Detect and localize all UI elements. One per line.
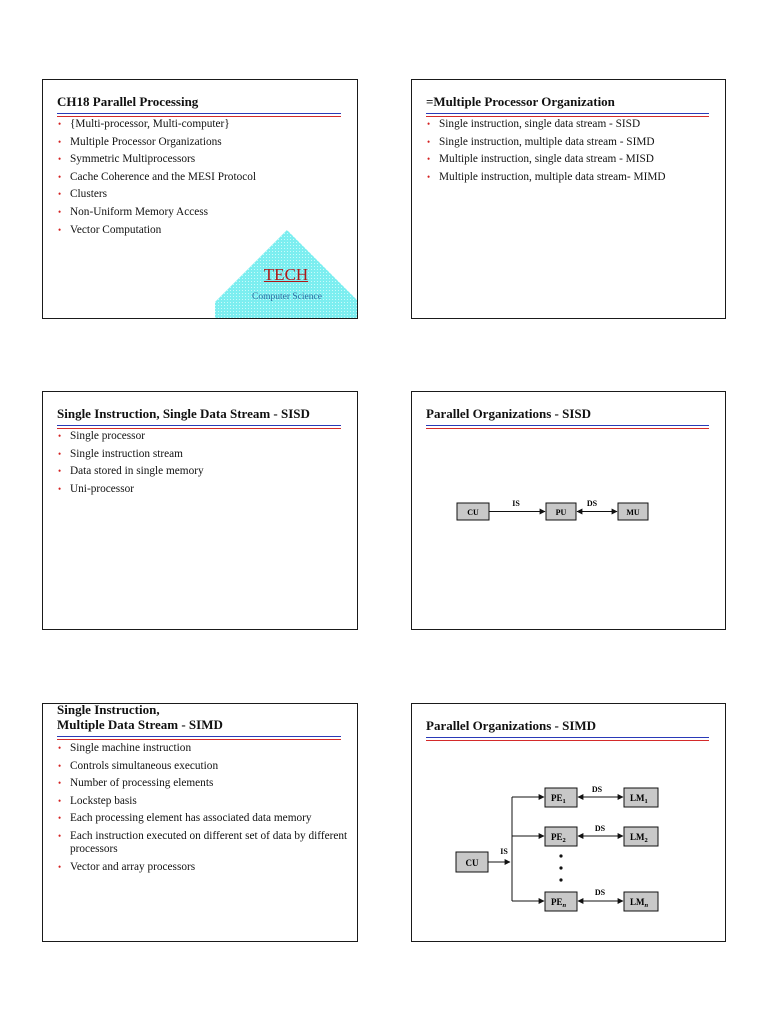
lm1-label: $LM_1$ — [630, 793, 648, 805]
bullet-item: • Single machine instruction — [58, 742, 192, 754]
bullet-icon: • — [427, 154, 431, 165]
bullet-icon: • — [58, 136, 62, 147]
bullet-icon: • — [58, 778, 62, 789]
bullet-list — [426, 118, 717, 188]
bullet-item: • Uni-processor — [58, 482, 134, 495]
bullet-item: • Single instruction, multiple data stream - SIMD — [427, 135, 655, 148]
bullet-item: • Single instruction, single data stream - SISD — [427, 118, 641, 130]
bullet-item: • {Multi-processor, Multi-computer} — [58, 118, 230, 130]
ds1-label: DS — [591, 785, 603, 794]
bullet-item: • Each instruction executed on different set of data by different processors — [58, 829, 348, 855]
bullet-icon: • — [58, 431, 62, 441]
bullet-item: • Single instruction stream — [58, 447, 183, 460]
lm2-label: $LM_2$ — [630, 832, 648, 844]
slide-title: CH18 Parallel Processing — [57, 94, 199, 109]
lmn-label: $LM_n$ — [630, 897, 649, 909]
bullet-icon: • — [58, 830, 62, 841]
bullet-icon: • — [58, 154, 62, 165]
bullet-icon: • — [58, 206, 62, 217]
ds2-label: DS — [594, 824, 606, 833]
bullet-icon: • — [58, 483, 62, 494]
bullet-item: • Data stored in single memory — [58, 465, 204, 478]
ellipsis-dot — [559, 866, 562, 869]
is-label: IS — [512, 499, 520, 508]
slide-parallel-organizations-sisd — [411, 391, 726, 630]
title-underline — [57, 736, 341, 741]
bullet-item: • Multiple instruction, single data stream - MISD — [427, 153, 654, 166]
bullet-icon: • — [58, 189, 62, 200]
logo-subtitle: Computer Science — [252, 292, 322, 302]
bullet-item: • Lockstep basis — [58, 794, 137, 807]
mu-label: MU — [626, 508, 640, 517]
bullet-icon: • — [427, 136, 431, 147]
slide-title: Parallel Organizations - SISD — [426, 406, 592, 421]
sisd-diagram — [412, 392, 726, 630]
bullet-item: • Vector Computation — [58, 223, 162, 236]
pen-label: $PE_n$ — [551, 897, 567, 909]
pe1-label: $PE_1$ — [551, 793, 566, 805]
bullet-item: • Controls simultaneous execution — [58, 759, 219, 772]
bullet-item: • Symmetric Multiprocessors — [58, 153, 196, 166]
slide-title: Parallel Organizations - SIMD — [426, 718, 597, 733]
bullet-icon: • — [427, 171, 431, 182]
slide-sisd — [42, 391, 358, 630]
bullet-item: • Each processing element has associated data memory — [58, 812, 312, 825]
slide-title-line-1: Single Instruction, — [57, 703, 160, 717]
bullet-icon: • — [58, 795, 62, 806]
ellipsis-dot — [559, 854, 562, 857]
slide-simd — [42, 703, 358, 942]
cu-label: CU — [467, 508, 479, 517]
slide-title: =Multiple Processor Organization — [426, 94, 615, 109]
bullet-item: • Clusters — [58, 188, 108, 201]
bullet-icon: • — [58, 861, 62, 872]
slide-multiple-processor-organization — [411, 79, 726, 319]
slide-title — [57, 703, 351, 732]
bullet-icon: • — [427, 119, 431, 129]
bullet-item: • Vector and array processors — [58, 860, 196, 873]
slide-title: Single Instruction, Single Data Stream - SISD — [57, 406, 310, 421]
cu-label: CU — [465, 858, 479, 868]
slide-ch18-parallel-processing — [42, 79, 358, 319]
logo-title: TECH — [263, 265, 309, 284]
pe2-label: $PE_2$ — [551, 832, 566, 844]
bullet-list — [57, 742, 349, 878]
is-label: IS — [500, 847, 508, 856]
bullet-item: • Multiple Processor Organizations — [58, 135, 222, 148]
slide-parallel-organizations-simd — [411, 703, 726, 942]
pu-label: PU — [555, 508, 567, 517]
bullet-list — [57, 430, 349, 500]
simd-diagram — [412, 704, 726, 942]
tech-logo — [215, 230, 358, 319]
bullet-icon: • — [58, 466, 62, 477]
bullet-icon: • — [58, 224, 62, 235]
bullet-item: • Non-Uniform Memory Access — [58, 205, 209, 218]
bullet-icon: • — [58, 813, 62, 824]
dsn-label: DS — [594, 888, 606, 897]
slide-title-line-2: Multiple Data Stream - SIMD — [57, 717, 223, 732]
bullet-item: • Number of processing elements — [58, 777, 214, 790]
bullet-icon: • — [58, 760, 62, 771]
bullet-icon: • — [58, 448, 62, 459]
bullet-item: • Single processor — [58, 430, 145, 442]
ds-label: DS — [586, 499, 598, 508]
bullet-icon: • — [58, 119, 62, 129]
bullet-icon: • — [58, 743, 62, 753]
bullet-list — [57, 118, 349, 241]
bullet-item: • Cache Coherence and the MESI Protocol — [58, 170, 257, 183]
bullet-icon: • — [58, 171, 62, 182]
bullet-item: • Multiple instruction, multiple data stream- MIMD — [427, 170, 666, 183]
ellipsis-dot — [559, 878, 562, 881]
